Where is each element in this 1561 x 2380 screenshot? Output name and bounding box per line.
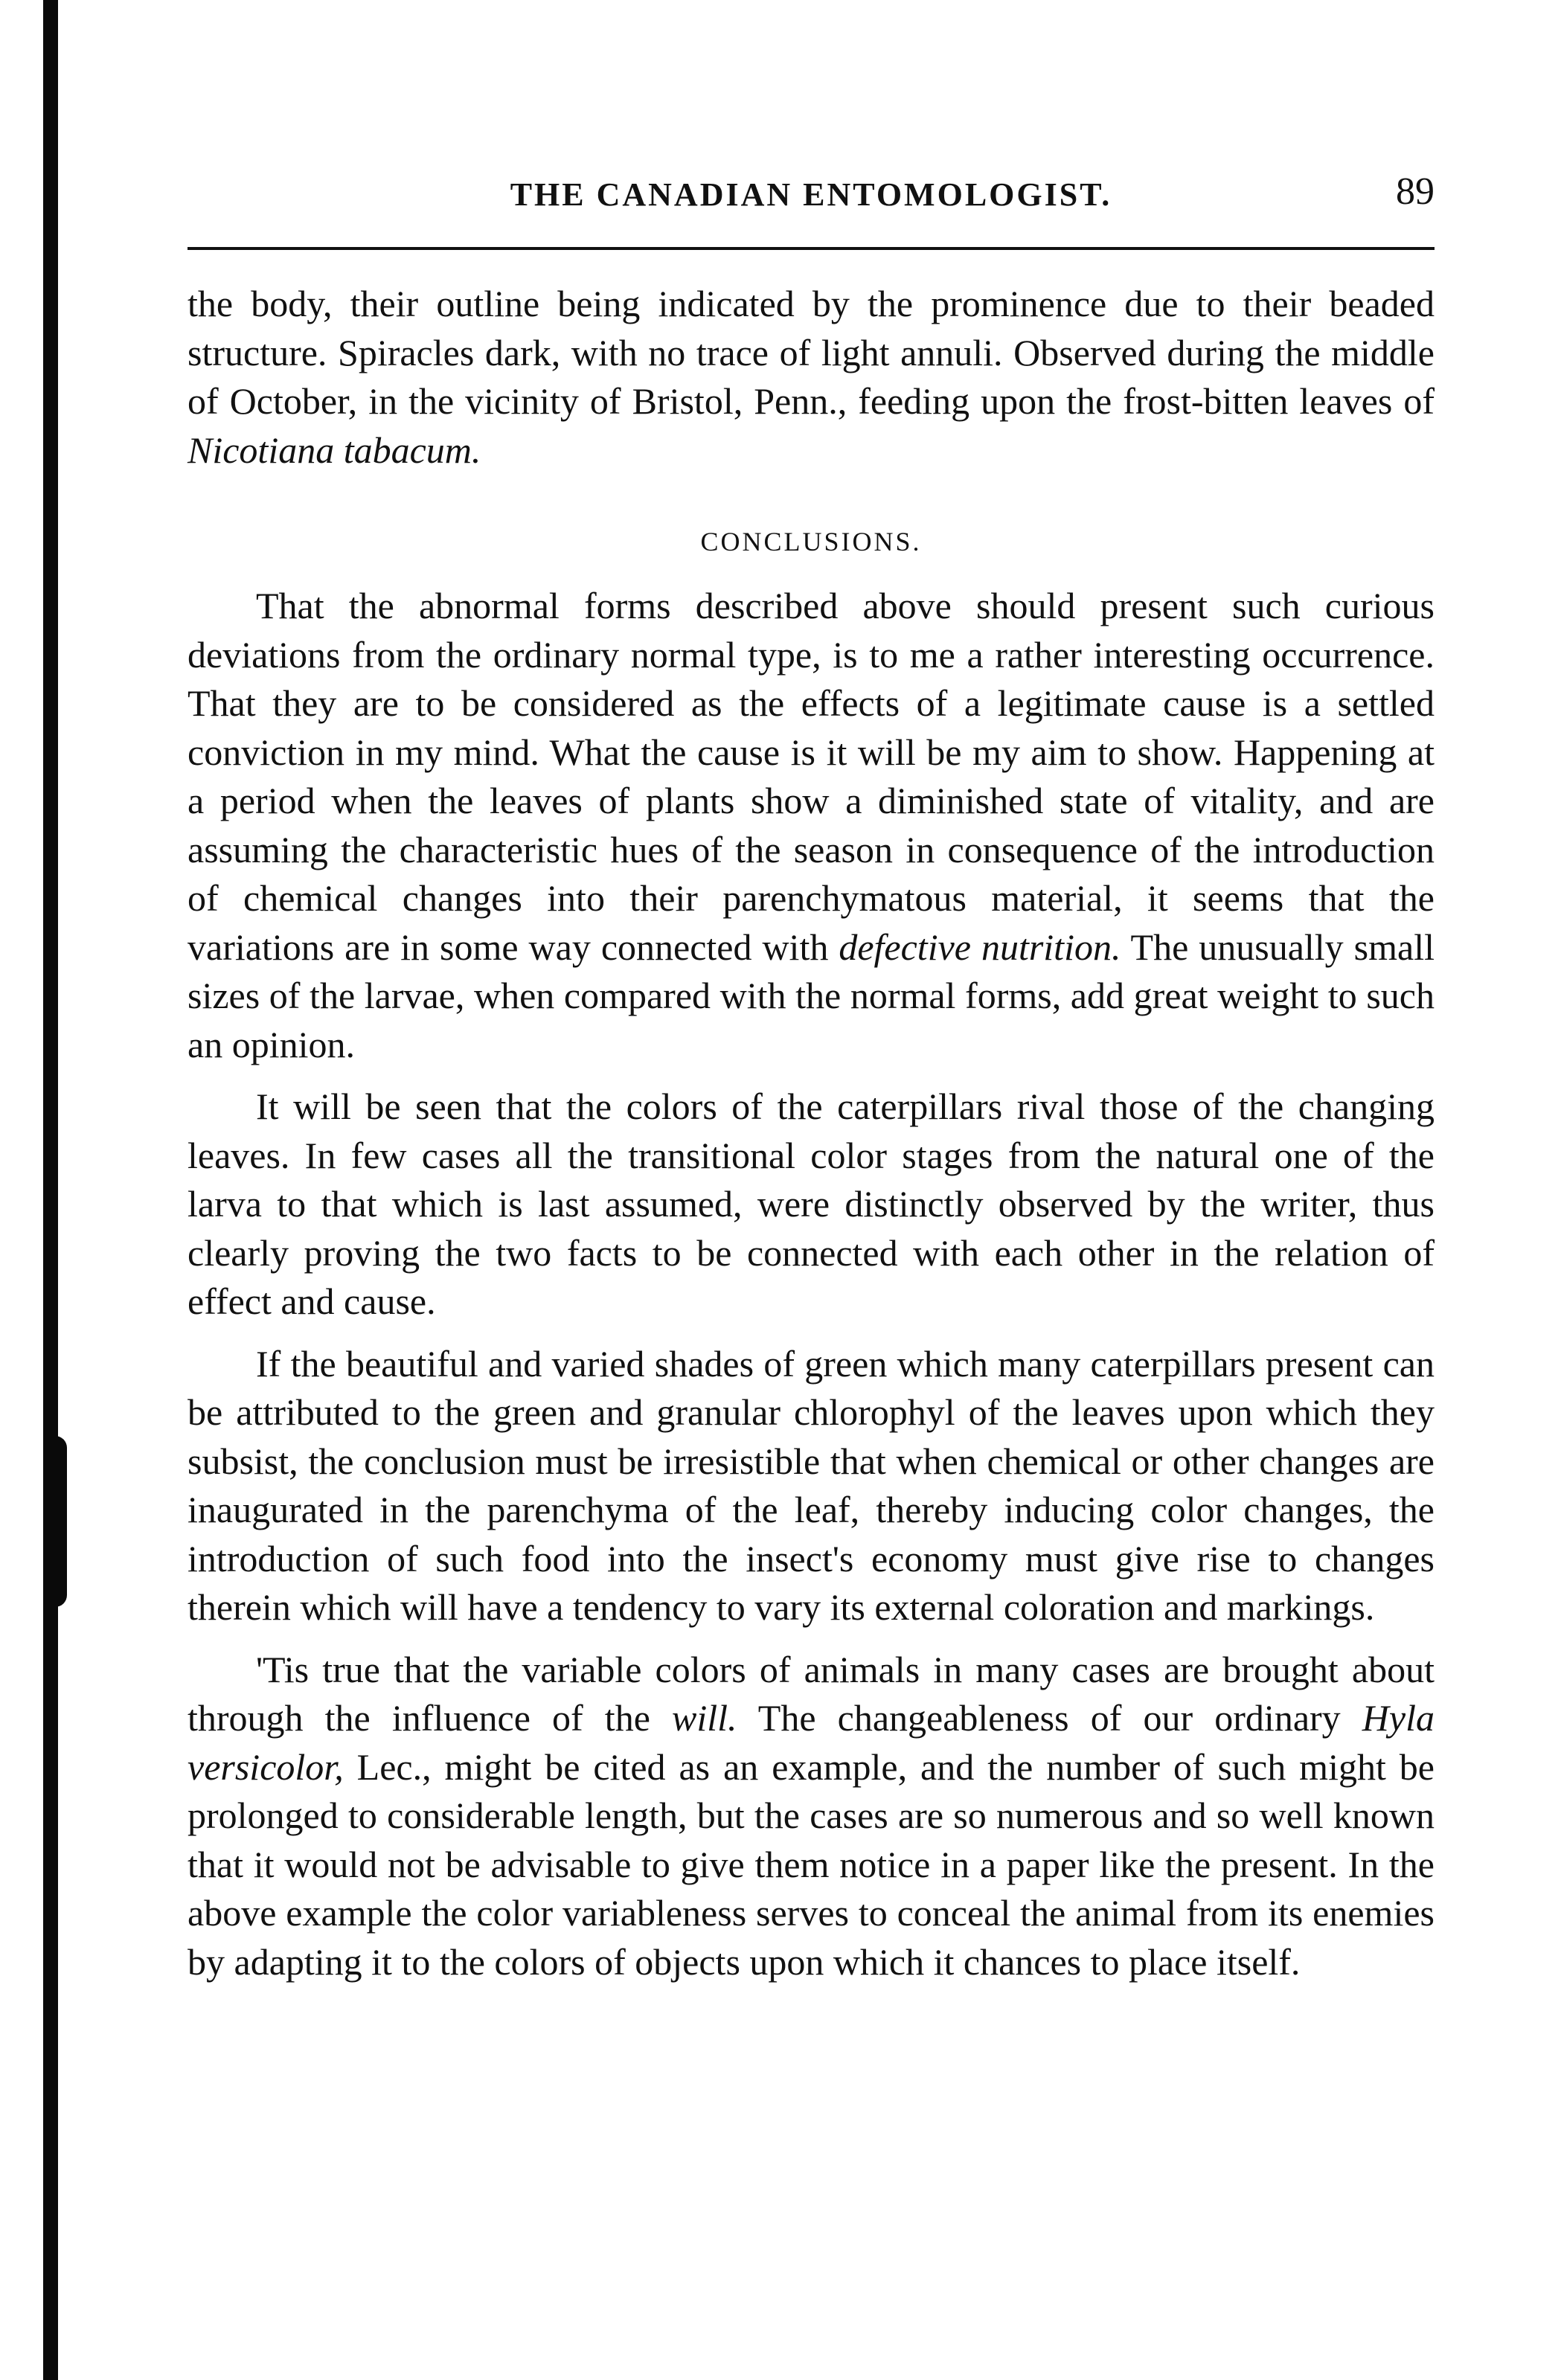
paragraph-2-text: It will be seen that the colors of the caterpillars rival those of the changing leaves. In few cases all the transitional color stages from the natural one of the larva to that which is last assumed, were distinctly observed by the writer, thus clearly proving the two facts to be connected with each other in the relation of effect and cause. — [187, 1085, 1435, 1322]
conclusion-paragraph-1 — [187, 582, 1435, 1069]
paragraph-1-italic: defective nutrition. — [839, 926, 1121, 968]
conclusion-paragraph-4 — [187, 1646, 1435, 1987]
paragraph-1-text-b: The unusually small sizes of the larvae, when compared with the normal forms, add great weight to such an opinion. — [187, 926, 1435, 1065]
paragraph-3-text: If the beautiful and varied shades of green which many caterpillars present can be attributed to the green and granular chlorophyl of the leaves upon which they subsist, the conclusion must be irresistible that when chemical or other changes are inaugurated in the parenchyma of the leaf, thereby inducing color changes, the introduction of such food into the insect's economy must give rise to changes therein which will have a tendency to vary its external coloration and markings. — [187, 1342, 1435, 1628]
body-text — [187, 280, 1435, 1986]
running-title: THE CANADIAN ENTOMOLOGIST. — [510, 176, 1112, 213]
journal-page — [187, 149, 1435, 1986]
paragraph-4-italic-will: will. — [672, 1697, 737, 1739]
page-number: 89 — [1396, 170, 1435, 213]
conclusion-paragraph-2 — [187, 1082, 1435, 1327]
paragraph-4-italic-species: Hyla versicolor, — [187, 1697, 1435, 1788]
header-rule — [187, 247, 1435, 250]
intro-paragraph — [187, 280, 1435, 475]
page-header — [187, 149, 1435, 213]
conclusion-paragraph-3 — [187, 1340, 1435, 1632]
paragraph-1-text-a: That the abnormal forms described above should present such curious deviations from the ordinary normal type, is to me a rather interesting occurrence. That they are to be considered as the effects of a legitimate cause is a settled conviction in my mind. What the cause is it will be my aim to show. Happening at a period when the leaves of plants show a diminished state of vitality, and are assuming the characteristic hues of the season in consequence of the introduction of chemical changes into their parenchymatous material, it seems that the variations are in some way connected with — [187, 585, 1435, 968]
scan-binding-bulge — [43, 1436, 67, 1607]
paragraph-4-text-b: The changeableness of our ordinary — [737, 1697, 1362, 1739]
paragraph-4-text-a: 'Tis true that the variable colors of animals in many cases are brought about through the influence of the — [187, 1648, 1435, 1739]
intro-italic-species: Nicotiana tabacum. — [187, 429, 481, 471]
intro-text: the body, their outline being indicated by the prominence due to their beaded structure. Spiracles dark, with no trace of light annuli. Observed during the middle of October, in the vicinity of Bristol, Penn., feeding upon the frost-bitten leaves of — [187, 283, 1435, 422]
scan-binding-edge — [43, 0, 58, 2380]
section-heading: CONCLUSIONS. — [700, 527, 922, 556]
paragraph-4-text-c: Lec., might be cited as an example, and the number of such might be prolonged to considerable length, but the cases are so numerous and so well known that it would not be advisable to give them notice in a paper like the present. In the above example the color variableness serves to conceal the animal from its enemies by adapting it to the colors of objects upon which it chances to place itself. — [187, 1745, 1435, 1983]
